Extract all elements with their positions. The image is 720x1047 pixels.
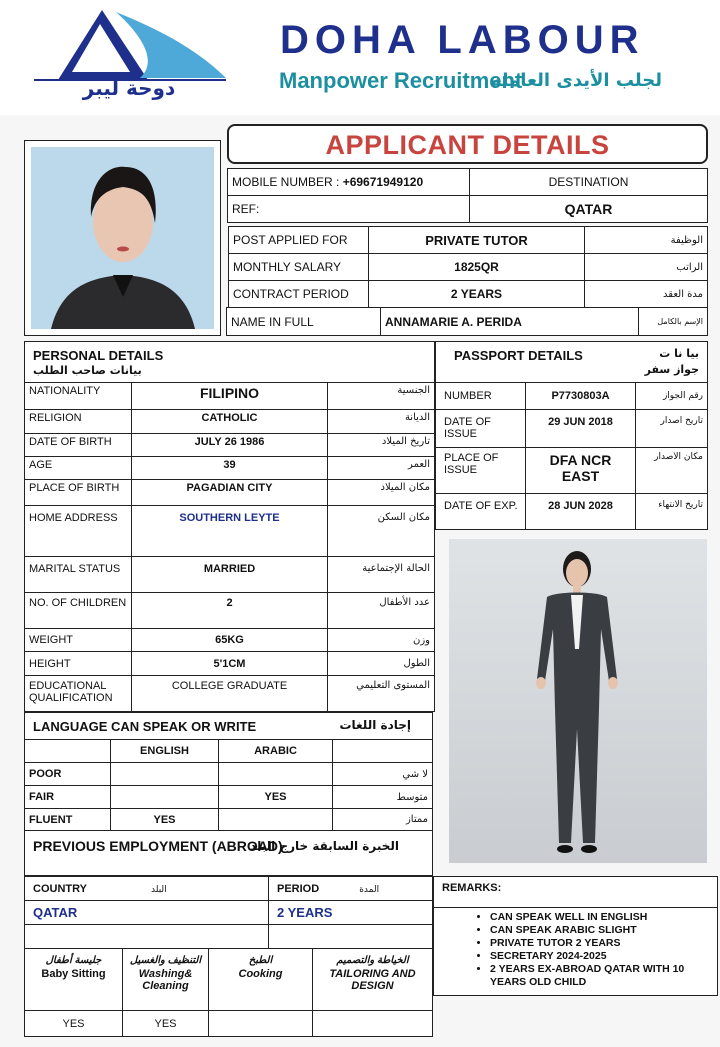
employment-table bbox=[24, 876, 433, 949]
age-value: 39 bbox=[132, 457, 328, 480]
job-table bbox=[228, 226, 708, 308]
company-name: DOHA LABOUR bbox=[280, 18, 645, 62]
marital-label: MARITAL STATUS bbox=[25, 557, 132, 593]
language-poor-level-arabic: لا شي bbox=[333, 763, 433, 786]
applicant-portrait-frame bbox=[24, 140, 221, 336]
name-table bbox=[226, 307, 708, 336]
language-heading: LANGUAGE CAN SPEAK OR WRITE bbox=[33, 719, 257, 734]
remark-item: • CAN SPEAK ARABIC SLIGHT bbox=[490, 924, 706, 937]
skill-tailoring-arabic: الخياطة والتصميم bbox=[336, 955, 409, 966]
contract-arabic: مدة العقد bbox=[585, 281, 708, 308]
religion-label: RELIGION bbox=[25, 410, 132, 434]
name-value: ANNAMARIE A. PERIDA bbox=[381, 308, 639, 336]
remark-item: • CAN SPEAK WELL IN ENGLISH bbox=[490, 911, 706, 924]
company-tagline: Manpower Recruitment bbox=[279, 68, 523, 93]
title-box bbox=[227, 124, 708, 164]
name-arabic: الإسم بالكامل bbox=[639, 308, 708, 336]
skill-babysitting-arabic: جليسة أطفال bbox=[45, 955, 102, 966]
age-label: AGE bbox=[25, 457, 132, 480]
religion-value: CATHOLIC bbox=[132, 410, 328, 434]
employment-period-value: 2 YEARS bbox=[269, 901, 433, 925]
remark-item: • 2 YEARS EX-ABROAD QATAR WITH 10 YEARS OLD CHILD bbox=[490, 963, 706, 989]
logo-arabic-text: دوحة ليبر bbox=[82, 76, 176, 100]
language-heading-arabic: إجادة اللغات bbox=[339, 718, 411, 732]
passport-place-value: DFA NCR EAST bbox=[526, 448, 636, 494]
marital-arabic: الحالة الإجتماعية bbox=[328, 557, 435, 593]
pob-label: PLACE OF BIRTH bbox=[25, 480, 132, 506]
personal-heading: PERSONAL DETAILS bbox=[33, 348, 164, 363]
contract-label: CONTRACT PERIOD bbox=[229, 281, 369, 308]
skill-cooking-arabic: الطبخ bbox=[248, 955, 273, 966]
language-table bbox=[24, 739, 433, 831]
education-arabic: المستوى التعليمي bbox=[328, 676, 435, 712]
skill-tailoring-label: TAILORING AND DESIGN bbox=[329, 968, 416, 992]
weight-arabic: وزن bbox=[328, 629, 435, 652]
employment-period-arabic: المدة bbox=[359, 883, 380, 894]
language-poor-arabic bbox=[219, 763, 333, 786]
salary-label: MONTHLY SALARY bbox=[229, 254, 369, 281]
passport-number-value: P7730803A bbox=[526, 383, 636, 410]
language-fair-label: FAIR bbox=[25, 786, 111, 809]
skill-washing-label: Washing& Cleaning bbox=[138, 968, 193, 992]
remarks-heading: REMARKS: bbox=[442, 882, 502, 894]
mobile-label: MOBILE NUMBER : bbox=[232, 175, 340, 189]
passport-heading-arabic-1: بيا نا ت bbox=[659, 347, 699, 360]
passport-heading: PASSPORT DETAILS bbox=[454, 348, 583, 363]
destination-value: QATAR bbox=[470, 196, 708, 223]
address-value: SOUTHERN LEYTE bbox=[132, 506, 328, 557]
employment-country-value: QATAR bbox=[25, 901, 269, 925]
remarks-list bbox=[434, 907, 706, 989]
passport-place-label: PLACE OF ISSUE bbox=[436, 448, 526, 494]
personal-heading-arabic: بيانات صاحب الطلب bbox=[33, 364, 142, 377]
skill-cooking-label: Cooking bbox=[238, 968, 283, 980]
skill-cooking-value bbox=[209, 1011, 313, 1037]
employment-heading-arabic: الخبرة السابقة خارج البلد bbox=[249, 839, 399, 853]
language-fluent-level-arabic: ممتاز bbox=[333, 809, 433, 831]
weight-value: 65KG bbox=[132, 629, 328, 652]
employment-period-label: PERIOD bbox=[277, 882, 320, 895]
post-value: PRIVATE TUTOR bbox=[369, 227, 585, 254]
passport-heading-arabic-2: جواز سفر bbox=[644, 363, 699, 376]
dob-value: JULY 26 1986 bbox=[132, 434, 328, 457]
education-value: COLLEGE GRADUATE bbox=[132, 676, 328, 712]
post-arabic: الوظيفة bbox=[585, 227, 708, 254]
religion-arabic: الديانة bbox=[328, 410, 435, 434]
skill-washing-arabic: التنظيف والغسيل bbox=[129, 955, 202, 966]
salary-arabic: الراتب bbox=[585, 254, 708, 281]
marital-value: MARRIED bbox=[132, 557, 328, 593]
language-fluent-arabic bbox=[219, 809, 333, 831]
language-fair-arabic: YES bbox=[219, 786, 333, 809]
children-value: 2 bbox=[132, 593, 328, 629]
passport-issue-value: 29 JUN 2018 bbox=[526, 410, 636, 448]
pob-value: PAGADIAN CITY bbox=[132, 480, 328, 506]
language-col-arabic: ARABIC bbox=[219, 740, 333, 763]
language-fluent-label: FLUENT bbox=[25, 809, 111, 831]
employment-country-arabic: البلد bbox=[150, 883, 167, 894]
skill-washing-value: YES bbox=[123, 1011, 209, 1037]
post-label: POST APPLIED FOR bbox=[229, 227, 369, 254]
mobile-value: +69671949120 bbox=[342, 175, 424, 189]
passport-issue-arabic: تاريخ اصدار bbox=[636, 410, 708, 448]
dob-label: DATE OF BIRTH bbox=[25, 434, 132, 457]
page-title: APPLICANT DETAILS bbox=[325, 130, 610, 160]
language-header bbox=[24, 712, 433, 740]
height-label: HEIGHT bbox=[25, 652, 132, 676]
skills-table bbox=[24, 948, 433, 1037]
weight-label: WEIGHT bbox=[25, 629, 132, 652]
language-poor-label: POOR bbox=[25, 763, 111, 786]
skill-tailoring-value bbox=[313, 1011, 433, 1037]
applicant-full-body-photo bbox=[449, 539, 707, 863]
height-arabic: الطول bbox=[328, 652, 435, 676]
language-poor-english bbox=[111, 763, 219, 786]
personal-details-header bbox=[24, 341, 435, 383]
address-arabic: مكان السكن bbox=[328, 506, 435, 557]
language-fair-level-arabic: متوسط bbox=[333, 786, 433, 809]
pob-arabic: مكان الميلاد bbox=[328, 480, 435, 506]
header bbox=[4, 0, 716, 115]
contact-table bbox=[227, 168, 708, 223]
nationality-label: NATIONALITY bbox=[25, 383, 132, 410]
passport-table bbox=[435, 382, 708, 530]
remark-item: • PRIVATE TUTOR 2 YEARS bbox=[490, 937, 706, 950]
employment-country-label: COUNTRY bbox=[33, 882, 87, 895]
passport-number-label: NUMBER bbox=[436, 383, 526, 410]
ref-label: REF: bbox=[228, 196, 470, 223]
contract-value: 2 YEARS bbox=[369, 281, 585, 308]
passport-issue-label: DATE OF ISSUE bbox=[436, 410, 526, 448]
height-value: 5'1CM bbox=[132, 652, 328, 676]
address-label: HOME ADDRESS bbox=[25, 506, 132, 557]
children-label: NO. OF CHILDREN bbox=[25, 593, 132, 629]
language-fluent-english: YES bbox=[111, 809, 219, 831]
skill-babysitting-value: YES bbox=[25, 1011, 123, 1037]
nationality-value: FILIPINO bbox=[132, 383, 328, 410]
salary-value: 1825QR bbox=[369, 254, 585, 281]
language-col-english: ENGLISH bbox=[111, 740, 219, 763]
passport-exp-label: DATE OF EXP. bbox=[436, 494, 526, 530]
passport-details-header bbox=[435, 341, 708, 383]
passport-exp-value: 28 JUN 2028 bbox=[526, 494, 636, 530]
age-arabic: العمر bbox=[328, 457, 435, 480]
education-label: EDUCATIONAL QUALIFICATION bbox=[25, 676, 132, 712]
children-arabic: عدد الأطفال bbox=[328, 593, 435, 629]
company-tagline-arabic: لجلب الأيدى العاملة bbox=[490, 70, 662, 91]
skill-babysitting-label: Baby Sitting bbox=[41, 968, 106, 980]
remark-item: • SECRETARY 2024-2025 bbox=[490, 950, 706, 963]
dob-arabic: تاريخ الميلاد bbox=[328, 434, 435, 457]
passport-exp-arabic: تاريخ الانتهاء bbox=[636, 494, 708, 530]
passport-number-arabic: رقم الجواز bbox=[636, 383, 708, 410]
destination-label: DESTINATION bbox=[470, 169, 708, 196]
nationality-arabic: الجنسية bbox=[328, 383, 435, 410]
remarks-box bbox=[433, 876, 718, 996]
name-label: NAME IN FULL bbox=[227, 308, 381, 336]
employment-heading: PREVIOUS EMPLOYMENT (ABROAD) bbox=[33, 838, 283, 854]
personal-details-table bbox=[24, 382, 435, 712]
applicant-portrait-photo bbox=[31, 147, 214, 329]
language-fair-english bbox=[111, 786, 219, 809]
employment-header bbox=[24, 830, 433, 876]
passport-place-arabic: مكان الاصدار bbox=[636, 448, 708, 494]
